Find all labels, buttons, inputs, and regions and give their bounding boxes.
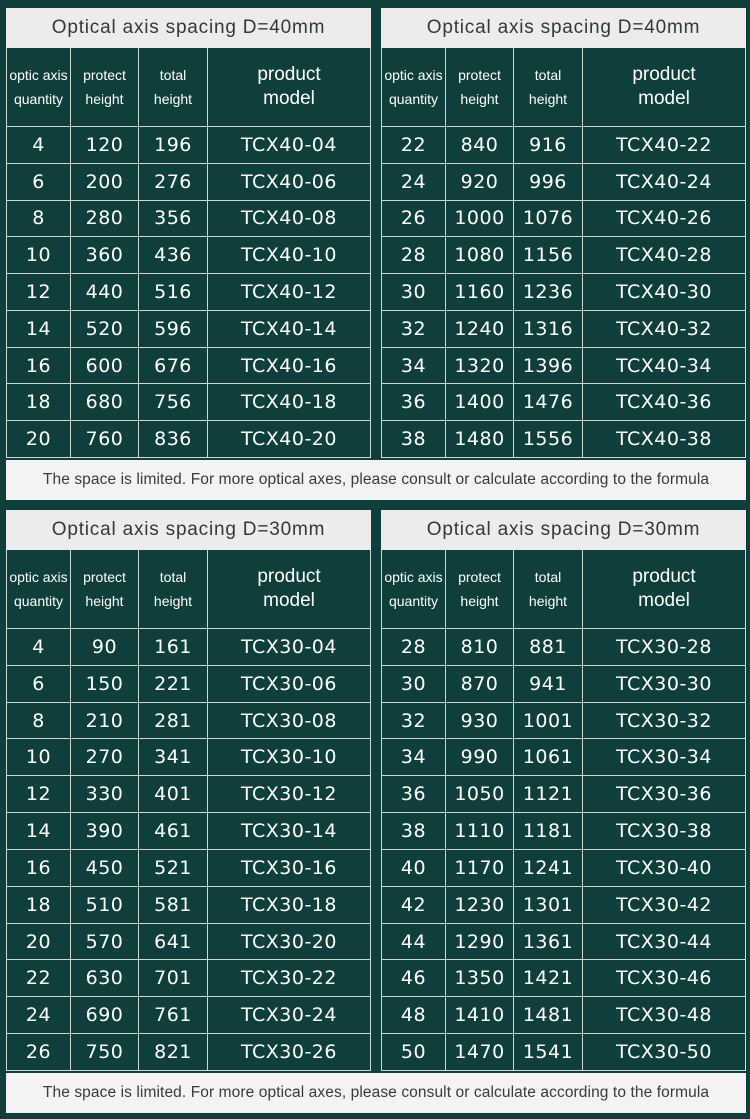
table-row [382,127,746,164]
footnote: The space is limited. For more optical axes, please consult or calculate according to the formula [6,1073,746,1113]
cell-quantity: 14 [7,311,71,347]
cell-product-model: TCX30-46 [583,960,746,996]
cell-protect-height: 870 [446,666,514,702]
cell-protect-height: 330 [71,776,139,812]
cell-product-model: TCX30-30 [583,666,746,702]
table-title: Optical axis spacing D=30mm [381,510,746,550]
cell-protect-height: 840 [446,127,514,163]
header-protect-height: protect height [446,48,514,126]
header-protect-height: protect height [71,48,139,126]
cell-total-height: 281 [139,703,208,739]
cell-total-height: 1241 [514,850,583,886]
cell-product-model: TCX30-48 [583,997,746,1033]
cell-protect-height: 90 [71,629,139,665]
table-row [7,666,371,703]
table-row [7,629,371,666]
table-row [382,629,746,666]
cell-total-height: 836 [139,421,208,457]
cell-total-height: 341 [139,739,208,775]
cell-total-height: 1301 [514,887,583,923]
spec-table [6,8,371,458]
cell-protect-height: 1230 [446,887,514,923]
cell-quantity: 16 [7,348,71,384]
cell-quantity: 8 [7,703,71,739]
table-row [382,1034,746,1071]
cell-total-height: 356 [139,201,208,237]
cell-product-model: TCX40-22 [583,127,746,163]
cell-total-height: 881 [514,629,583,665]
table-row [7,850,371,887]
cell-protect-height: 200 [71,164,139,200]
cell-quantity: 38 [382,813,446,849]
cell-protect-height: 680 [71,384,139,420]
table-grid [6,550,371,1071]
table-row [7,776,371,813]
cell-quantity: 12 [7,274,71,310]
cell-product-model: TCX40-26 [583,201,746,237]
table-row [7,997,371,1034]
cell-quantity: 28 [382,629,446,665]
table-row [382,850,746,887]
table-row [382,739,746,776]
cell-protect-height: 520 [71,311,139,347]
cell-quantity: 12 [7,776,71,812]
table-header-row [382,48,746,127]
cell-product-model: TCX30-12 [208,776,371,812]
cell-protect-height: 1410 [446,997,514,1033]
cell-protect-height: 630 [71,960,139,996]
spec-table [381,8,746,458]
cell-total-height: 1076 [514,201,583,237]
header-protect-height: protect height [71,550,139,628]
cell-quantity: 22 [7,960,71,996]
table-row [7,739,371,776]
cell-protect-height: 510 [71,887,139,923]
cell-quantity: 18 [7,384,71,420]
cell-quantity: 10 [7,237,71,273]
cell-total-height: 581 [139,887,208,923]
cell-total-height: 276 [139,164,208,200]
cell-product-model: TCX30-44 [583,924,746,960]
header-product-model: product model [208,48,371,126]
cell-protect-height: 1400 [446,384,514,420]
header-product-model: product model [583,48,746,126]
table-row [382,274,746,311]
table-row [7,237,371,274]
cell-product-model: TCX30-04 [208,629,371,665]
cell-quantity: 10 [7,739,71,775]
spec-section-30mm [6,510,746,1113]
cell-quantity: 44 [382,924,446,960]
table-header-row [382,550,746,629]
cell-quantity: 8 [7,201,71,237]
table-header-row [7,48,371,127]
cell-quantity: 48 [382,997,446,1033]
table-title: Optical axis spacing D=30mm [6,510,371,550]
table-row [7,924,371,961]
cell-quantity: 30 [382,666,446,702]
table-row [7,887,371,924]
table-row [382,237,746,274]
cell-quantity: 38 [382,421,446,457]
cell-product-model: TCX30-16 [208,850,371,886]
cell-total-height: 996 [514,164,583,200]
table-title: Optical axis spacing D=40mm [6,8,371,48]
table-row [382,348,746,385]
cell-quantity: 20 [7,421,71,457]
cell-total-height: 701 [139,960,208,996]
table-title: Optical axis spacing D=40mm [381,8,746,48]
table-row [382,311,746,348]
cell-product-model: TCX40-12 [208,274,371,310]
cell-quantity: 36 [382,776,446,812]
cell-protect-height: 1480 [446,421,514,457]
cell-product-model: TCX40-28 [583,237,746,273]
cell-product-model: TCX30-14 [208,813,371,849]
cell-total-height: 1481 [514,997,583,1033]
cell-product-model: TCX30-22 [208,960,371,996]
cell-quantity: 22 [382,127,446,163]
cell-quantity: 32 [382,703,446,739]
cell-protect-height: 1320 [446,348,514,384]
cell-total-height: 916 [514,127,583,163]
cell-protect-height: 810 [446,629,514,665]
cell-total-height: 1181 [514,813,583,849]
cell-protect-height: 920 [446,164,514,200]
cell-total-height: 401 [139,776,208,812]
table-row [382,776,746,813]
cell-product-model: TCX40-38 [583,421,746,457]
cell-product-model: TCX40-04 [208,127,371,163]
cell-product-model: TCX30-34 [583,739,746,775]
cell-total-height: 461 [139,813,208,849]
table-row [7,164,371,201]
cell-total-height: 436 [139,237,208,273]
cell-product-model: TCX40-14 [208,311,371,347]
table-grid [381,48,746,458]
cell-protect-height: 570 [71,924,139,960]
table-row [382,384,746,421]
cell-protect-height: 150 [71,666,139,702]
cell-total-height: 761 [139,997,208,1033]
cell-total-height: 1421 [514,960,583,996]
cell-protect-height: 280 [71,201,139,237]
cell-protect-height: 1000 [446,201,514,237]
cell-total-height: 676 [139,348,208,384]
cell-product-model: TCX30-28 [583,629,746,665]
cell-protect-height: 990 [446,739,514,775]
cell-product-model: TCX40-16 [208,348,371,384]
cell-quantity: 28 [382,237,446,273]
cell-total-height: 1541 [514,1034,583,1070]
footnote: The space is limited. For more optical axes, please consult or calculate according to the formula [6,460,746,500]
header-quantity: optic axis quantity [7,550,71,628]
header-total-height: total height [514,550,583,628]
cell-total-height: 196 [139,127,208,163]
cell-total-height: 1396 [514,348,583,384]
cell-quantity: 30 [382,274,446,310]
table-row [7,311,371,348]
cell-product-model: TCX40-08 [208,201,371,237]
cell-protect-height: 360 [71,237,139,273]
cell-product-model: TCX30-24 [208,997,371,1033]
spec-table [381,510,746,1071]
cell-quantity: 34 [382,739,446,775]
cell-quantity: 36 [382,384,446,420]
cell-product-model: TCX40-36 [583,384,746,420]
cell-product-model: TCX30-26 [208,1034,371,1070]
cell-protect-height: 600 [71,348,139,384]
cell-quantity: 14 [7,813,71,849]
cell-protect-height: 1240 [446,311,514,347]
cell-quantity: 24 [382,164,446,200]
table-row [382,666,746,703]
cell-total-height: 596 [139,311,208,347]
cell-quantity: 24 [7,997,71,1033]
cell-protect-height: 690 [71,997,139,1033]
cell-protect-height: 440 [71,274,139,310]
cell-total-height: 1156 [514,237,583,273]
cell-quantity: 6 [7,666,71,702]
cell-total-height: 1001 [514,703,583,739]
table-row [382,703,746,740]
table-row [382,201,746,238]
table-row [7,201,371,238]
cell-total-height: 221 [139,666,208,702]
cell-total-height: 641 [139,924,208,960]
cell-product-model: TCX40-24 [583,164,746,200]
cell-product-model: TCX30-50 [583,1034,746,1070]
cell-total-height: 516 [139,274,208,310]
table-row [382,960,746,997]
cell-quantity: 18 [7,887,71,923]
cell-protect-height: 1350 [446,960,514,996]
cell-protect-height: 930 [446,703,514,739]
spec-section-40mm [6,8,746,500]
table-row [7,384,371,421]
cell-quantity: 46 [382,960,446,996]
cell-product-model: TCX30-32 [583,703,746,739]
cell-product-model: TCX30-20 [208,924,371,960]
cell-quantity: 34 [382,348,446,384]
table-grid [6,48,371,458]
cell-quantity: 40 [382,850,446,886]
header-total-height: total height [139,48,208,126]
table-row [382,421,746,458]
table-row [7,960,371,997]
cell-quantity: 42 [382,887,446,923]
cell-total-height: 821 [139,1034,208,1070]
cell-total-height: 521 [139,850,208,886]
cell-product-model: TCX30-42 [583,887,746,923]
cell-total-height: 941 [514,666,583,702]
cell-quantity: 4 [7,629,71,665]
cell-product-model: TCX30-10 [208,739,371,775]
cell-protect-height: 1160 [446,274,514,310]
header-quantity: optic axis quantity [7,48,71,126]
cell-protect-height: 450 [71,850,139,886]
cell-total-height: 1556 [514,421,583,457]
cell-total-height: 1121 [514,776,583,812]
cell-quantity: 32 [382,311,446,347]
cell-protect-height: 1110 [446,813,514,849]
table-row [7,703,371,740]
header-protect-height: protect height [446,550,514,628]
cell-quantity: 20 [7,924,71,960]
header-product-model: product model [208,550,371,628]
cell-product-model: TCX30-08 [208,703,371,739]
cell-product-model: TCX30-40 [583,850,746,886]
cell-protect-height: 390 [71,813,139,849]
cell-quantity: 26 [7,1034,71,1070]
cell-product-model: TCX40-06 [208,164,371,200]
header-total-height: total height [514,48,583,126]
cell-product-model: TCX40-30 [583,274,746,310]
cell-total-height: 1316 [514,311,583,347]
cell-quantity: 4 [7,127,71,163]
cell-total-height: 161 [139,629,208,665]
table-row [7,274,371,311]
cell-total-height: 1236 [514,274,583,310]
table-header-row [7,550,371,629]
spec-table [6,510,371,1071]
header-quantity: optic axis quantity [382,550,446,628]
table-row [7,421,371,458]
table-row [7,348,371,385]
cell-product-model: TCX30-38 [583,813,746,849]
header-product-model: product model [583,550,746,628]
cell-quantity: 16 [7,850,71,886]
cell-product-model: TCX40-32 [583,311,746,347]
cell-total-height: 1361 [514,924,583,960]
cell-product-model: TCX40-20 [208,421,371,457]
cell-quantity: 26 [382,201,446,237]
cell-protect-height: 270 [71,739,139,775]
cell-protect-height: 210 [71,703,139,739]
cell-protect-height: 120 [71,127,139,163]
cell-total-height: 756 [139,384,208,420]
table-row [7,813,371,850]
cell-product-model: TCX30-18 [208,887,371,923]
cell-product-model: TCX40-10 [208,237,371,273]
table-row [7,1034,371,1071]
cell-protect-height: 1080 [446,237,514,273]
cell-product-model: TCX40-34 [583,348,746,384]
cell-product-model: TCX30-36 [583,776,746,812]
cell-protect-height: 1050 [446,776,514,812]
cell-quantity: 6 [7,164,71,200]
cell-total-height: 1476 [514,384,583,420]
cell-total-height: 1061 [514,739,583,775]
table-grid [381,550,746,1071]
table-row [382,813,746,850]
table-row [382,997,746,1034]
table-row [382,887,746,924]
cell-protect-height: 750 [71,1034,139,1070]
table-row [382,924,746,961]
header-total-height: total height [139,550,208,628]
table-row [7,127,371,164]
table-row [382,164,746,201]
cell-protect-height: 1470 [446,1034,514,1070]
cell-quantity: 50 [382,1034,446,1070]
cell-protect-height: 1170 [446,850,514,886]
cell-product-model: TCX40-18 [208,384,371,420]
cell-product-model: TCX30-06 [208,666,371,702]
cell-protect-height: 760 [71,421,139,457]
header-quantity: optic axis quantity [382,48,446,126]
cell-protect-height: 1290 [446,924,514,960]
